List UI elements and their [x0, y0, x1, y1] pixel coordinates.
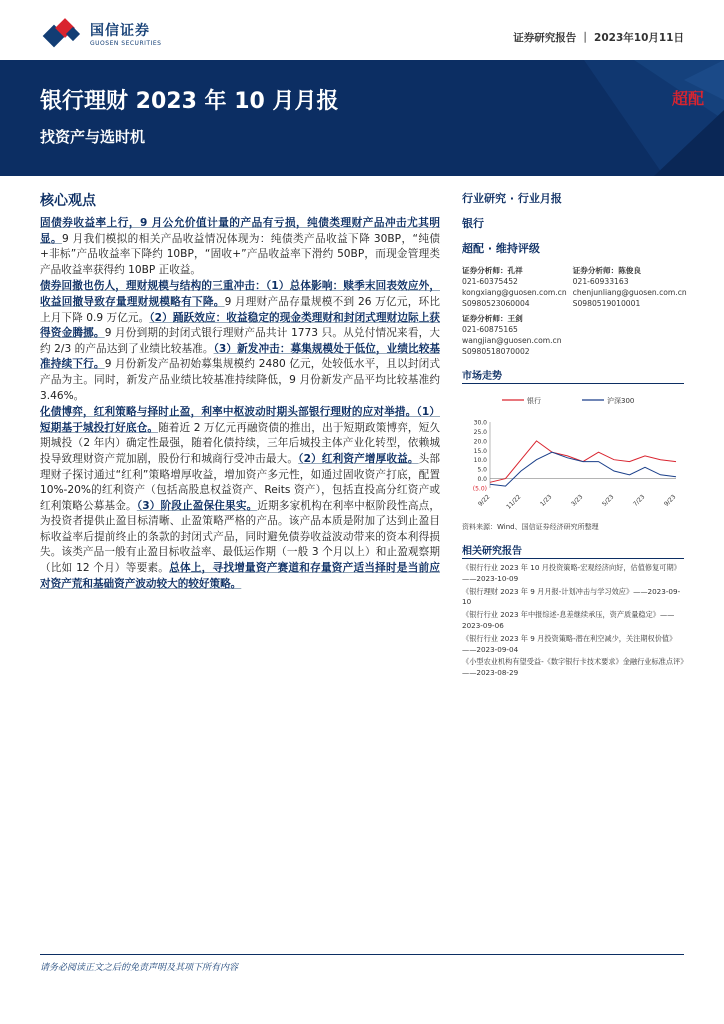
related-report-item[interactable]: 《银行理财 2023 年 9 月月报-计划冲击与学习效应》——2023-09-10 — [462, 586, 681, 607]
p2-highlight-1: 债券回撤也伤人，理财规模与结构的三重冲击：（1）总体影响：赎季末回表效应外，收益回撤导致存量理财规模略有下降。 — [40, 280, 440, 308]
related-reports-heading: 相关研究报告 — [462, 542, 684, 559]
y-tick-label: 25.0 — [473, 428, 487, 436]
y-tick-label: 20.0 — [473, 438, 487, 446]
core-paragraph-2 — [40, 279, 440, 404]
legend-label: 沪深300 — [607, 397, 635, 405]
p2-text-2: 9 月份到期的封闭式银行理财产品共计 1773 只。从兑付情况来看，大约 2/3 的产品达到了业绩比较基准。 — [40, 327, 440, 355]
x-tick-label: 11/22 — [505, 493, 523, 511]
x-tick-label: 3/23 — [569, 493, 585, 508]
p3-highlight-4: 总体上，寻找增量资产赛道和存量资产适当择时是当前应对资产荒和基础资产波动较大的较好策略。 — [40, 562, 440, 590]
analyst-cert: S0980523060004 — [462, 299, 530, 308]
y-tick-label: 10.0 — [473, 457, 487, 465]
analyst-cert: S0980519010001 — [572, 299, 641, 308]
analyst-phone: 021-60375452 — [462, 277, 518, 286]
core-paragraph-1 — [40, 216, 440, 278]
logo-cn-text: 国信证券 — [90, 22, 150, 39]
p3-highlight-1: 化债博弈，红利策略与择时止盈，利率中枢波动时期头部银行理财的应对举措。（1）短期基于城投打好底仓。 — [40, 406, 440, 434]
analyst-card — [462, 313, 567, 357]
y-tick-label: 15.0 — [473, 447, 487, 455]
core-views-title: 核心观点 — [40, 193, 96, 209]
x-tick-label: 1/23 — [538, 493, 554, 508]
chart-source: 资料来源：Wind、国信证券经济研究所整理 — [462, 523, 599, 531]
related-report-item[interactable]: 《银行行业 2023 年中报综述-息差继续承压，资产质量稳定》——2023-09-06 — [462, 610, 675, 630]
x-tick-label: 9/23 — [662, 493, 678, 508]
market-trend-heading: 市场走势 — [462, 367, 684, 384]
analyst-cert: S0980518070002 — [462, 347, 530, 356]
title-banner — [0, 60, 724, 176]
market-trend-chart — [462, 388, 684, 520]
rating-badge: 超配 — [671, 89, 704, 108]
analyst-email[interactable]: chenjunliang@guosen.com.cn — [572, 288, 687, 297]
analyst-card — [462, 265, 567, 309]
footer-divider — [40, 954, 684, 955]
report-subtitle: 找资产与选时机 — [40, 128, 146, 146]
analyst-name: 证券分析师：孔祥 — [462, 266, 523, 275]
sidebar — [462, 190, 687, 681]
y-tick-label: (5.0) — [472, 485, 487, 493]
report-category: 行业研究 · 行业月报 — [462, 192, 562, 205]
related-report-item[interactable]: 《银行行业 2023 年 9 月投资策略-潜在利空减少，关注期权价值》——2023-09-04 — [462, 633, 677, 654]
logo-en-text: GUOSEN SECURITIES — [90, 39, 162, 47]
x-tick-label: 7/23 — [631, 493, 647, 508]
p1-text: 9 月我们模拟的相关产品收益情况体现为：纯债类产品收益下降 30BP，“纯债+非标”产品收益率下降约 10BP，“固收+”产品收益率下滑约 50BP，而现金管理类产品收益率获得约 10BP 正收益。 — [40, 232, 440, 276]
p3-text-1: 随着近 2 万亿元再融资债的推出，出于短期政策博弈，短久期城投（2 年内）确定性最强，随着化债持续，三年后城投主体产业化转型，依赖城投导致理财资产荒加剧，股份行和城商行受冲击最大。 — [40, 421, 440, 465]
legend-label: 银行 — [527, 397, 541, 405]
core-paragraph-3 — [40, 405, 440, 592]
footer-disclaimer: 请务必阅读正文之后的免责声明及其项下所有内容 — [40, 963, 239, 973]
x-tick-label: 5/23 — [600, 493, 616, 508]
core-views-section — [40, 190, 440, 593]
p3-text-3: 近期多家机构在利率中枢阶段性高点，为投资者提供止盈目标清晰、止盈策略严格的产品。该产品本质是附加了达到止盈目标收益率后提前终止的条款的封闭式产品，同时避免债券收益波动带来的资本利得损失。该类产品一般有止盈目标收益率、最低运作期（一般 3 个月以上）和止盈观察期（比如 12 个月）等要素。 — [40, 499, 441, 575]
guosen-logo-icon — [40, 18, 84, 48]
report-type-date: 证券研究报告 ｜ 2023年10月11日 — [513, 32, 684, 44]
related-report-item[interactable]: 《小型农业机构有望受益-《数字银行卡技术要求》金融行业标准点评》——2023-08-29 — [462, 657, 684, 678]
y-tick-label: 5.0 — [477, 466, 487, 474]
analyst-list — [462, 265, 687, 357]
analyst-card — [573, 265, 687, 309]
banner-decoration — [464, 60, 724, 176]
analyst-email[interactable]: wangjian@guosen.com.cn — [462, 336, 562, 345]
analyst-email[interactable]: kongxiang@guosen.com.cn — [462, 288, 567, 297]
p2-text-3: 9 月份新发产品初始募集规模约 2480 亿元，处较低水平，且以封闭式产品为主。同时，新发产品业绩比较基准持续降低，9 月份新发产品平均比较基准约 3.46%。 — [40, 358, 440, 402]
analyst-phone: 021-60933163 — [572, 277, 629, 286]
analyst-name: 证券分析师：王剑 — [462, 314, 523, 323]
analyst-phone: 021-60875165 — [462, 325, 518, 334]
p3-highlight-2: （2）红利资产增厚收益。 — [298, 452, 419, 465]
guosen-logo — [40, 16, 161, 50]
p3-text-2: 头部理财子探讨通过“红利”策略增厚收益，增加资产多元性，如通过固收资产打底，配置 10%-20%的红利资产（包括高股息权益资产、Reits 资产），包括直投高分红资产或红利策略公募基金。 — [40, 452, 441, 512]
analyst-name: 证券分析师：陈俊良 — [572, 266, 641, 275]
series-line — [490, 452, 676, 486]
p2-highlight-3: （3）新发冲击：募集规模处于低位，业绩比较基准持续下行。 — [40, 342, 440, 371]
y-tick-label: 30.0 — [473, 419, 487, 427]
related-reports-list — [462, 563, 684, 679]
industry-rating: 超配 · 维持评级 — [462, 242, 540, 255]
report-title: 银行理财 2023 年 10 月月报 — [40, 89, 339, 114]
related-report-item[interactable]: 《银行行业 2023 年 10 月投资策略-宏观经济向好，估值修复可期》——2023-10-09 — [462, 563, 681, 583]
p2-text-1: 9 月理财产品存量规模不到 26 万亿元，环比上月下降 0.9 万亿元。 — [40, 295, 440, 324]
p1-highlight: 固债券收益率上行，9 月公允价值计量的产品有亏损，纯债类理财产品冲击尤其明显。 — [40, 217, 440, 245]
x-tick-label: 9/22 — [476, 493, 492, 508]
p3-highlight-3: （3）阶段止盈保住果实。 — [136, 499, 258, 512]
trend-chart-svg — [462, 388, 684, 516]
industry-name: 银行 — [462, 217, 484, 230]
p2-highlight-2: （2）踊跃效应：收益稳定的现金类理财和封闭式理财边际上获得资金腾挪。 — [40, 311, 440, 340]
y-tick-label: 0.0 — [477, 476, 487, 484]
